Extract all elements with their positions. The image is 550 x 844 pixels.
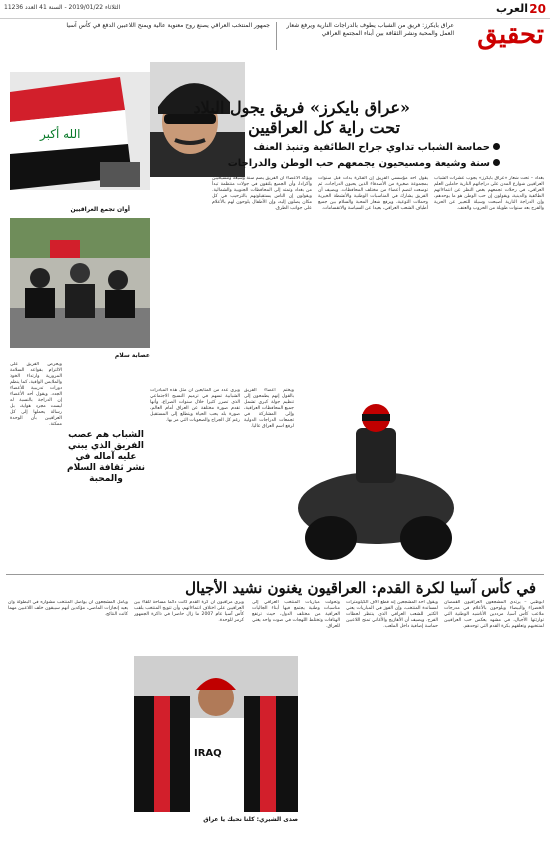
teaser-left: جمهور المنتخب العراقي يصنع روح معنوية عالية ويمنح اللاعبين الدفع في كأس آسيا xyxy=(66,22,270,29)
issue-line: الثلاثاء 2019/01/22 - السنة 41 العدد 11236 xyxy=(4,4,121,11)
fan-illustration xyxy=(134,656,298,812)
main-headline-line1: «عراق بايكرز» فريق يجول البلاد xyxy=(193,98,410,117)
sport-col-a: أبوظبي – يرتدي المشجعون العراقيون القمصان الخضراء والبيضاء ويلوحون بالأعلام في مدرجات ملاعب كأس آسيا، مرددين الأناشيد الوطنية التي توارثتها الأجيال، في مشهد يعكس حب العراقيين لمنتخبهم وتعلقهم بكرة القدم التي توحدهم. xyxy=(444,600,544,629)
motorcycle-photo xyxy=(296,398,466,566)
subhead-1: حماسة الشباب تداوي جراح الطائفية وتنبذ العنف xyxy=(200,142,500,153)
subhead-2: سنة وشيعة ومسيحيون يجمعهم حب الوطن والدراجات xyxy=(200,158,500,169)
sport-col-e: ويأمل المشجعون أن يواصل المنتخب مشواره في البطولة وأن يعيد إنجازات الماضي، مؤكدين أنهم سيبقون خلف اللاعبين مهما كانت النتائج. xyxy=(8,600,128,617)
fan-photo xyxy=(134,656,298,812)
fan-caption: صدى الشيري: كلنا نحبك يا عراق xyxy=(203,816,298,823)
teaser-divider xyxy=(276,22,277,50)
flag-caption: أوان تجمع العراقيين xyxy=(70,206,130,213)
second-headline: في كأس آسيا لكرة القدم: العراقيون يغنون نشيد الأجيال xyxy=(185,579,536,597)
group-caption: عصابة سلام xyxy=(114,352,150,359)
svg-text:الله أكبر: الله أكبر xyxy=(40,127,81,141)
sport-col-c: وتحولت مباريات المنتخب العراقي إلى مناسبات وطنية يجتمع فيها أبناء الجاليات العراقية من مختلف الدول، حيث ترتفع الهتافات وتختلط اللهجات في صوت واحد يغني للعراق. xyxy=(252,600,340,629)
article-col-c: ويرى عدد من المتابعين أن مثل هذه المبادرات الشبابية تسهم في ترميم النسيج الاجتماعي الذي تضرر كثيرا خلال سنوات الصراع، وأنها تقدم صورة مختلفة عن العراق أمام العالم، صورة بلد يحب الحياة ويتطلع إلى المستقبل رغم كل الجراح والصعوبات التي مر بها. xyxy=(150,388,240,423)
biker-group-illustration xyxy=(10,218,150,348)
article-col-e: ويختم أعضاء الفريق بالقول إنهم يطمحون إلى تنظيم جولة كبرى تشمل جميع المحافظات العراقية، وإلى المشاركة في تجمعات الدراجات الدولية لرفع اسم العراق عاليا. xyxy=(244,388,294,429)
article-col-b: ويؤكد الأعضاء أن الفريق يضم سنة وشيعة ومسيحيين وأكرادا، وأن الجميع يلتقون في جولات منتظمة تبدأ من بغداد وتمتد إلى المحافظات الجنوبية والشمالية. ويقولون إن الناس يستقبلونهم بالترحيب في كل مكان يصلون إليه، وإن الأطفال يلوحون لهم بالأعلام على جوانب الطرق. xyxy=(212,176,312,211)
bullet-icon xyxy=(493,159,500,166)
iraqi-flag-illustration xyxy=(10,72,150,190)
bullet-icon xyxy=(493,143,500,150)
article-col-d: ويحرص الفريق على الالتزام بقواعد السلامة المرورية وارتداء الخوذ والملابس الواقية، كما ينظم دورات تدريبية للأعضاء الجدد. ويقول أحد الأعضاء إن الدراجة بالنسبة له ليست مجرد هواية، بل رسالة يحملها إلى كل العراقيين بأن الوحدة ممكنة. xyxy=(10,362,62,427)
section-divider xyxy=(6,574,544,575)
sport-col-b: ويقول أحد المشجعين إنه قطع آلاف الكيلومترات لمساندة المنتخب، وإن الفوز في المباريات يعني الكثير للشعب العراقي الذي ينتظر لحظات الفرح. ويضيف أن الأهازيج والأغاني تمنح اللاعبين حماسة إضافية داخل الملعب. xyxy=(346,600,438,629)
biker-group-photo xyxy=(10,218,150,348)
flag-photo xyxy=(10,72,150,190)
masthead xyxy=(0,0,550,19)
svg-text:IRAQ: IRAQ xyxy=(194,748,222,759)
teaser-right: عراق بايكرز: فريق من الشباب يطوف بالدراجات النارية ويرفع شعار العمل والمحبة ونشر الثقافة بين أبناء المجتمع العراقي xyxy=(286,22,454,37)
sport-col-d: ويرى مراقبون أن كرة القدم كانت دائما مساحة للقاء بين العراقيين على اختلاف انتماءاتهم، وأن تتويج المنتخب بلقب كأس آسيا عام 2007 ما زال حاضرا في ذاكرة الجمهور كرمز للوحدة. xyxy=(134,600,244,623)
section-title: تحقيق xyxy=(477,20,544,50)
motorcycle-illustration xyxy=(296,398,466,566)
page-number: 20 xyxy=(529,2,546,16)
main-headline-line2: تحت راية كل العراقيين xyxy=(248,118,400,137)
pull-quote: الشباب هم عصب الفريق الذي يبني عليه آماله في نشر ثقافة السلام والمحبة xyxy=(66,430,146,484)
article-col-a: يقول أحد مؤسسي الفريق إن الفكرة بدأت قبل سنوات بمجموعة صغيرة من الأصدقاء الذين يحبون الدراجات، ثم توسعت لتضم أعضاء من مختلف المحافظات. ويضيف أن الفريق يشارك في المناسبات الوطنية والأنشطة الخيرية وحملات التوعية، ويرفع شعار المحبة والسلام بين جميع أطياف الشعب العراقي، بعيدا عن السياسة والانقسامات. xyxy=(318,176,428,211)
newspaper-logo: العرب xyxy=(495,2,528,15)
article-lead: بغداد – تحت شعار «عراق بايكرز» يجوب عشرات الشباب العراقيين شوارع المدن على دراجاتهم النارية حاملين العلم العراقي، في رحلات تجمعهم بغض النظر عن انتماءاتهم الطائفية والدينية، ويقولون إن حب الوطن هو ما يوحدهم، وإن الدراجة النارية أصبحت وسيلة للتعبير عن الحرية والفرح بعد سنوات طويلة من الحروب والعنف. xyxy=(434,176,544,211)
